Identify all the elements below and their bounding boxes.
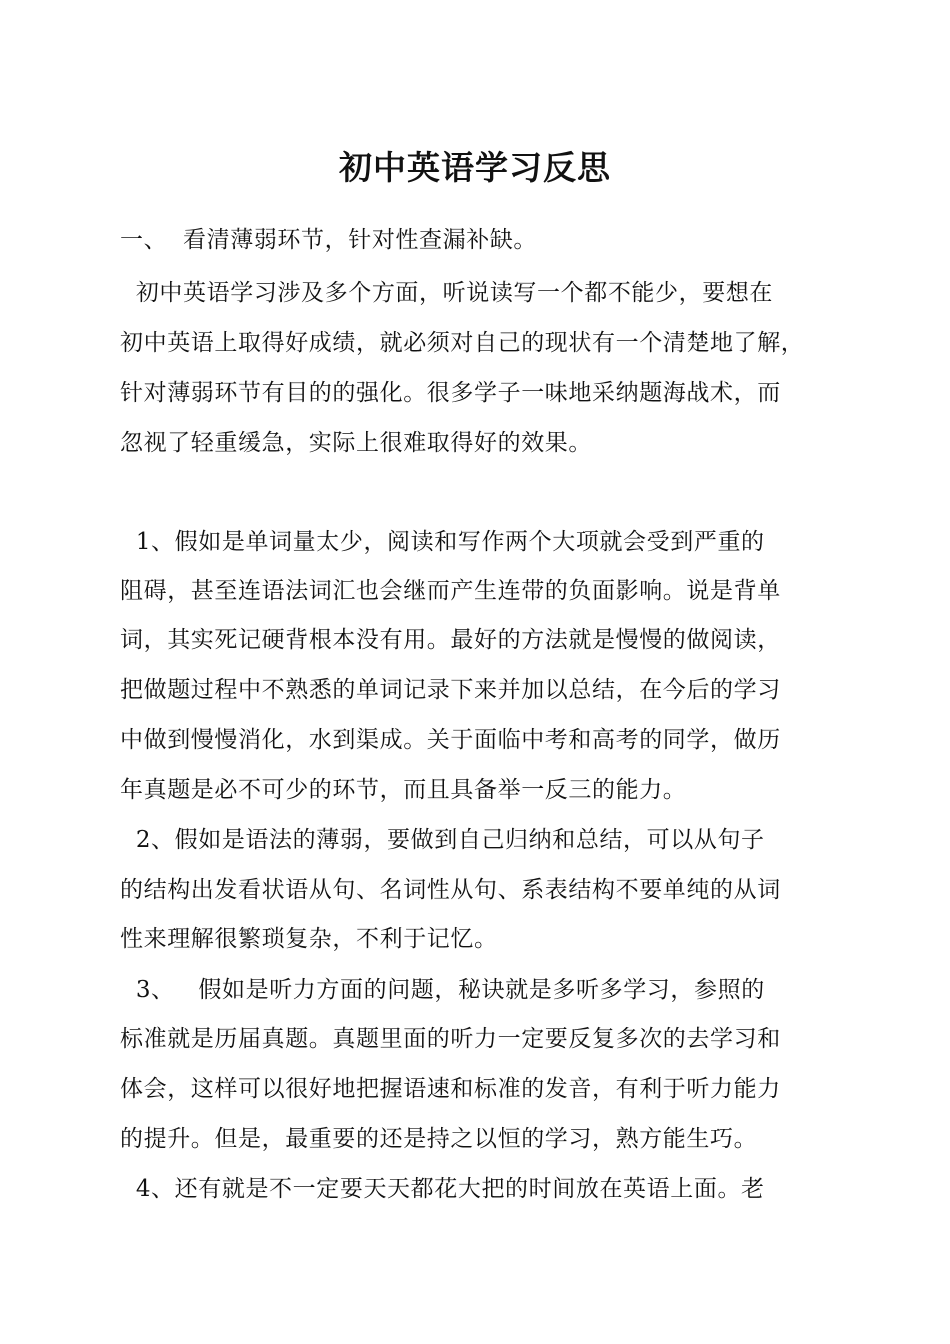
section-heading: 一、 看清薄弱环节，针对性查漏补缺。: [120, 227, 538, 253]
document-title: 初中英语学习反思: [339, 148, 611, 187]
paragraph-line: 中做到慢慢消化，水到渠成。关于面临中考和高考的同学，做历: [120, 727, 781, 753]
paragraph-line: 3、 假如是听力方面的问题，秘诀就是多听多学习，参照的: [120, 977, 765, 1003]
paragraph-line: 阻碍，甚至连语法词汇也会继而产生连带的负面影响。说是背单: [120, 578, 781, 604]
paragraph-line: 针对薄弱环节有目的的强化。很多学子一味地采纳题海战术，而: [120, 380, 781, 406]
paragraph-line: 1、假如是单词量太少，阅读和写作两个大项就会受到严重的: [120, 529, 765, 555]
paragraph-line: 体会，这样可以很好地把握语速和标准的发音，有利于听力能力: [120, 1076, 781, 1102]
paragraph-line: 标准就是历届真题。真题里面的听力一定要反复多次的去学习和: [120, 1026, 781, 1052]
paragraph-line: 的结构出发看状语从句、名词性从句、系表结构不要单纯的从词: [120, 877, 781, 903]
paragraph-line: 把做题过程中不熟悉的单词记录下来并加以总结，在今后的学习: [120, 677, 781, 703]
paragraph-line: 性来理解很繁琐复杂，不利于记忆。: [120, 926, 498, 952]
paragraph-line: 年真题是必不可少的环节，而且具备举一反三的能力。: [120, 777, 687, 803]
paragraph-line: 2、假如是语法的薄弱，要做到自己归纳和总结，可以从句子: [120, 827, 765, 853]
paragraph-line: 初中英语学习涉及多个方面，听说读写一个都不能少，要想在: [120, 280, 774, 306]
paragraph-line: 4、还有就是不一定要天天都花大把的时间放在英语上面。老: [120, 1176, 765, 1202]
paragraph-line: 的提升。但是，最重要的还是持之以恒的学习，熟方能生巧。: [120, 1126, 758, 1152]
paragraph-line: 忽视了轻重缓急，实际上很难取得好的效果。: [120, 430, 592, 456]
paragraph-line: 词，其实死记硬背根本没有用。最好的方法就是慢慢的做阅读，: [120, 627, 781, 653]
paragraph-line: 初中英语上取得好成绩，就必须对自己的现状有一个清楚地了解，: [120, 330, 805, 356]
